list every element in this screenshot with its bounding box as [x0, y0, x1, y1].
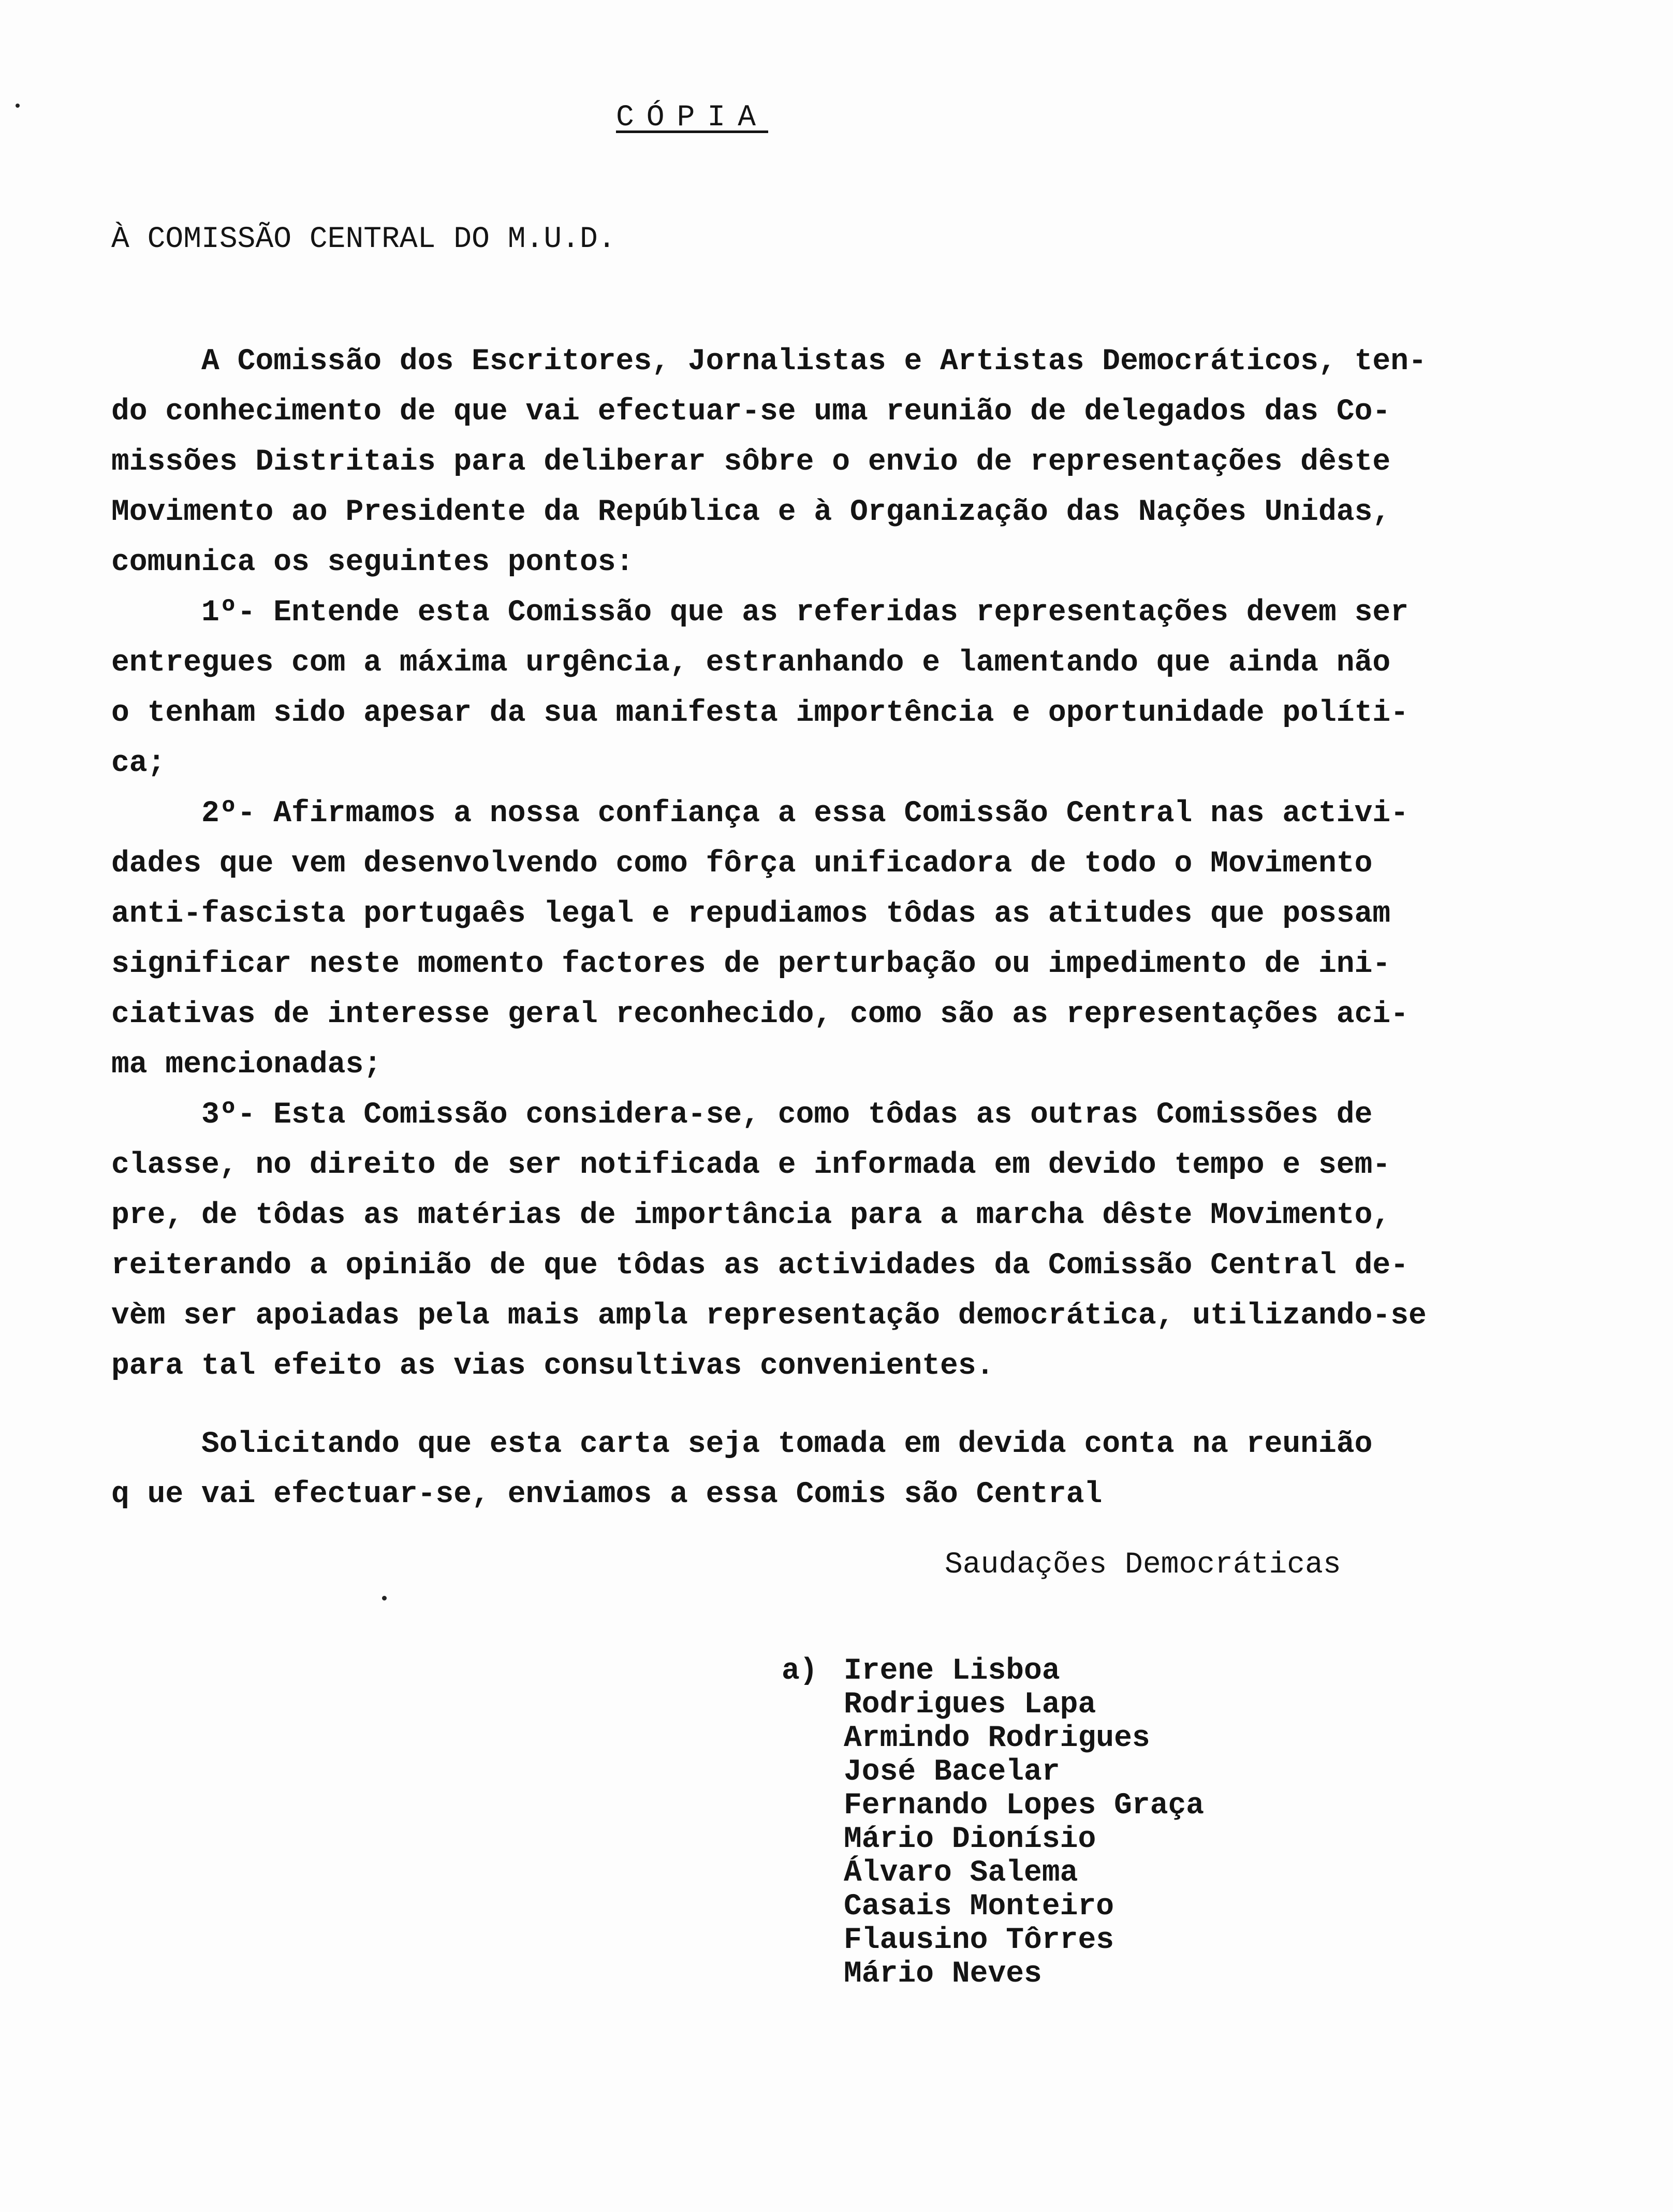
- body-line: do conhecimento de que vai efectuar-se uma reunião de delegados das Co-: [111, 395, 1391, 429]
- body-line: q ue vai efectuar-se, enviamos a essa Comis são Central: [111, 1478, 1103, 1511]
- body-line: para tal efeito as vias consultivas convenientes.: [111, 1349, 994, 1383]
- body-line: ma mencionadas;: [111, 1048, 382, 1082]
- body-line: 1º- Entende esta Comissão que as referidas representações devem ser: [111, 596, 1409, 630]
- body-line: reiterando a opinião de que tôdas as actividades da Comissão Central de-: [111, 1249, 1409, 1283]
- signatory-name: José Bacelar: [844, 1755, 1060, 1789]
- body-line: 3º- Esta Comissão considera-se, como tôdas as outras Comissões de: [111, 1098, 1373, 1132]
- paragraph-gap: [111, 1391, 1602, 1419]
- body-line: ca;: [111, 747, 166, 780]
- signatory-name: Rodrigues Lapa: [844, 1688, 1096, 1722]
- body-line: o tenham sido apesar da sua manifesta importência e oportunidade políti-: [111, 696, 1409, 730]
- body-line: anti-fascista portugaês legal e repudiamos tôdas as atitudes que possam: [111, 897, 1391, 931]
- body-line: classe, no direito de ser notificada e informada em devido tempo e sem-: [111, 1148, 1391, 1182]
- ink-speck: [16, 104, 20, 108]
- addressee-line: À COMISSÃO CENTRAL DO M.U.D.: [111, 223, 616, 256]
- body-line: Movimento ao Presidente da República e à Organização das Nações Unidas,: [111, 496, 1391, 529]
- signatory-name: Mário Neves: [844, 1957, 1042, 1991]
- body-line: dades que vem desenvolvendo como fôrça unificadora de todo o Movimento: [111, 847, 1373, 881]
- body-line: 2º- Afirmamos a nossa confiança a essa Comissão Central nas activi-: [111, 797, 1409, 831]
- signatory-name: Mário Dionísio: [844, 1823, 1096, 1856]
- body-line: ciativas de interesse geral reconhecido, como são as representações aci-: [111, 998, 1409, 1031]
- signatory-name: Fernando Lopes Graça: [844, 1789, 1205, 1823]
- body-line: significar neste momento factores de perturbação ou impedimento de ini-: [111, 948, 1391, 981]
- signatory-name: Irene Lisboa: [844, 1654, 1060, 1688]
- body-line: Solicitando que esta carta seja tomada em devida conta na reunião: [111, 1428, 1373, 1461]
- body-line: missões Distritais para deliberar sôbre o envio de representações dêste: [111, 445, 1391, 479]
- body-line: pre, de tôdas as matérias de importância para a marcha dêste Movimento,: [111, 1199, 1391, 1232]
- body-line: comunica os seguintes pontos:: [111, 546, 634, 579]
- ink-speck: [382, 1596, 387, 1600]
- signatory-name: Armindo Rodrigues: [844, 1722, 1150, 1755]
- signatory-list: [844, 1654, 1568, 1991]
- closing-salutation: Saudações Democráticas: [945, 1548, 1341, 1582]
- signatory-name: Flausino Tôrres: [844, 1924, 1114, 1957]
- signature-prefix: a): [782, 1654, 818, 1688]
- document-title: CÓPIA: [616, 101, 769, 135]
- letter-body: [111, 337, 1602, 1520]
- signatory-name: Casais Monteiro: [844, 1890, 1114, 1924]
- signatory-name: Álvaro Salema: [844, 1856, 1078, 1890]
- body-line: A Comissão dos Escritores, Jornalistas e Artistas Democráticos, ten-: [111, 345, 1427, 379]
- body-line: vèm ser apoiadas pela mais ampla representação democrática, utilizando-se: [111, 1299, 1427, 1333]
- body-line: entregues com a máxima urgência, estranhando e lamentando que ainda não: [111, 646, 1391, 680]
